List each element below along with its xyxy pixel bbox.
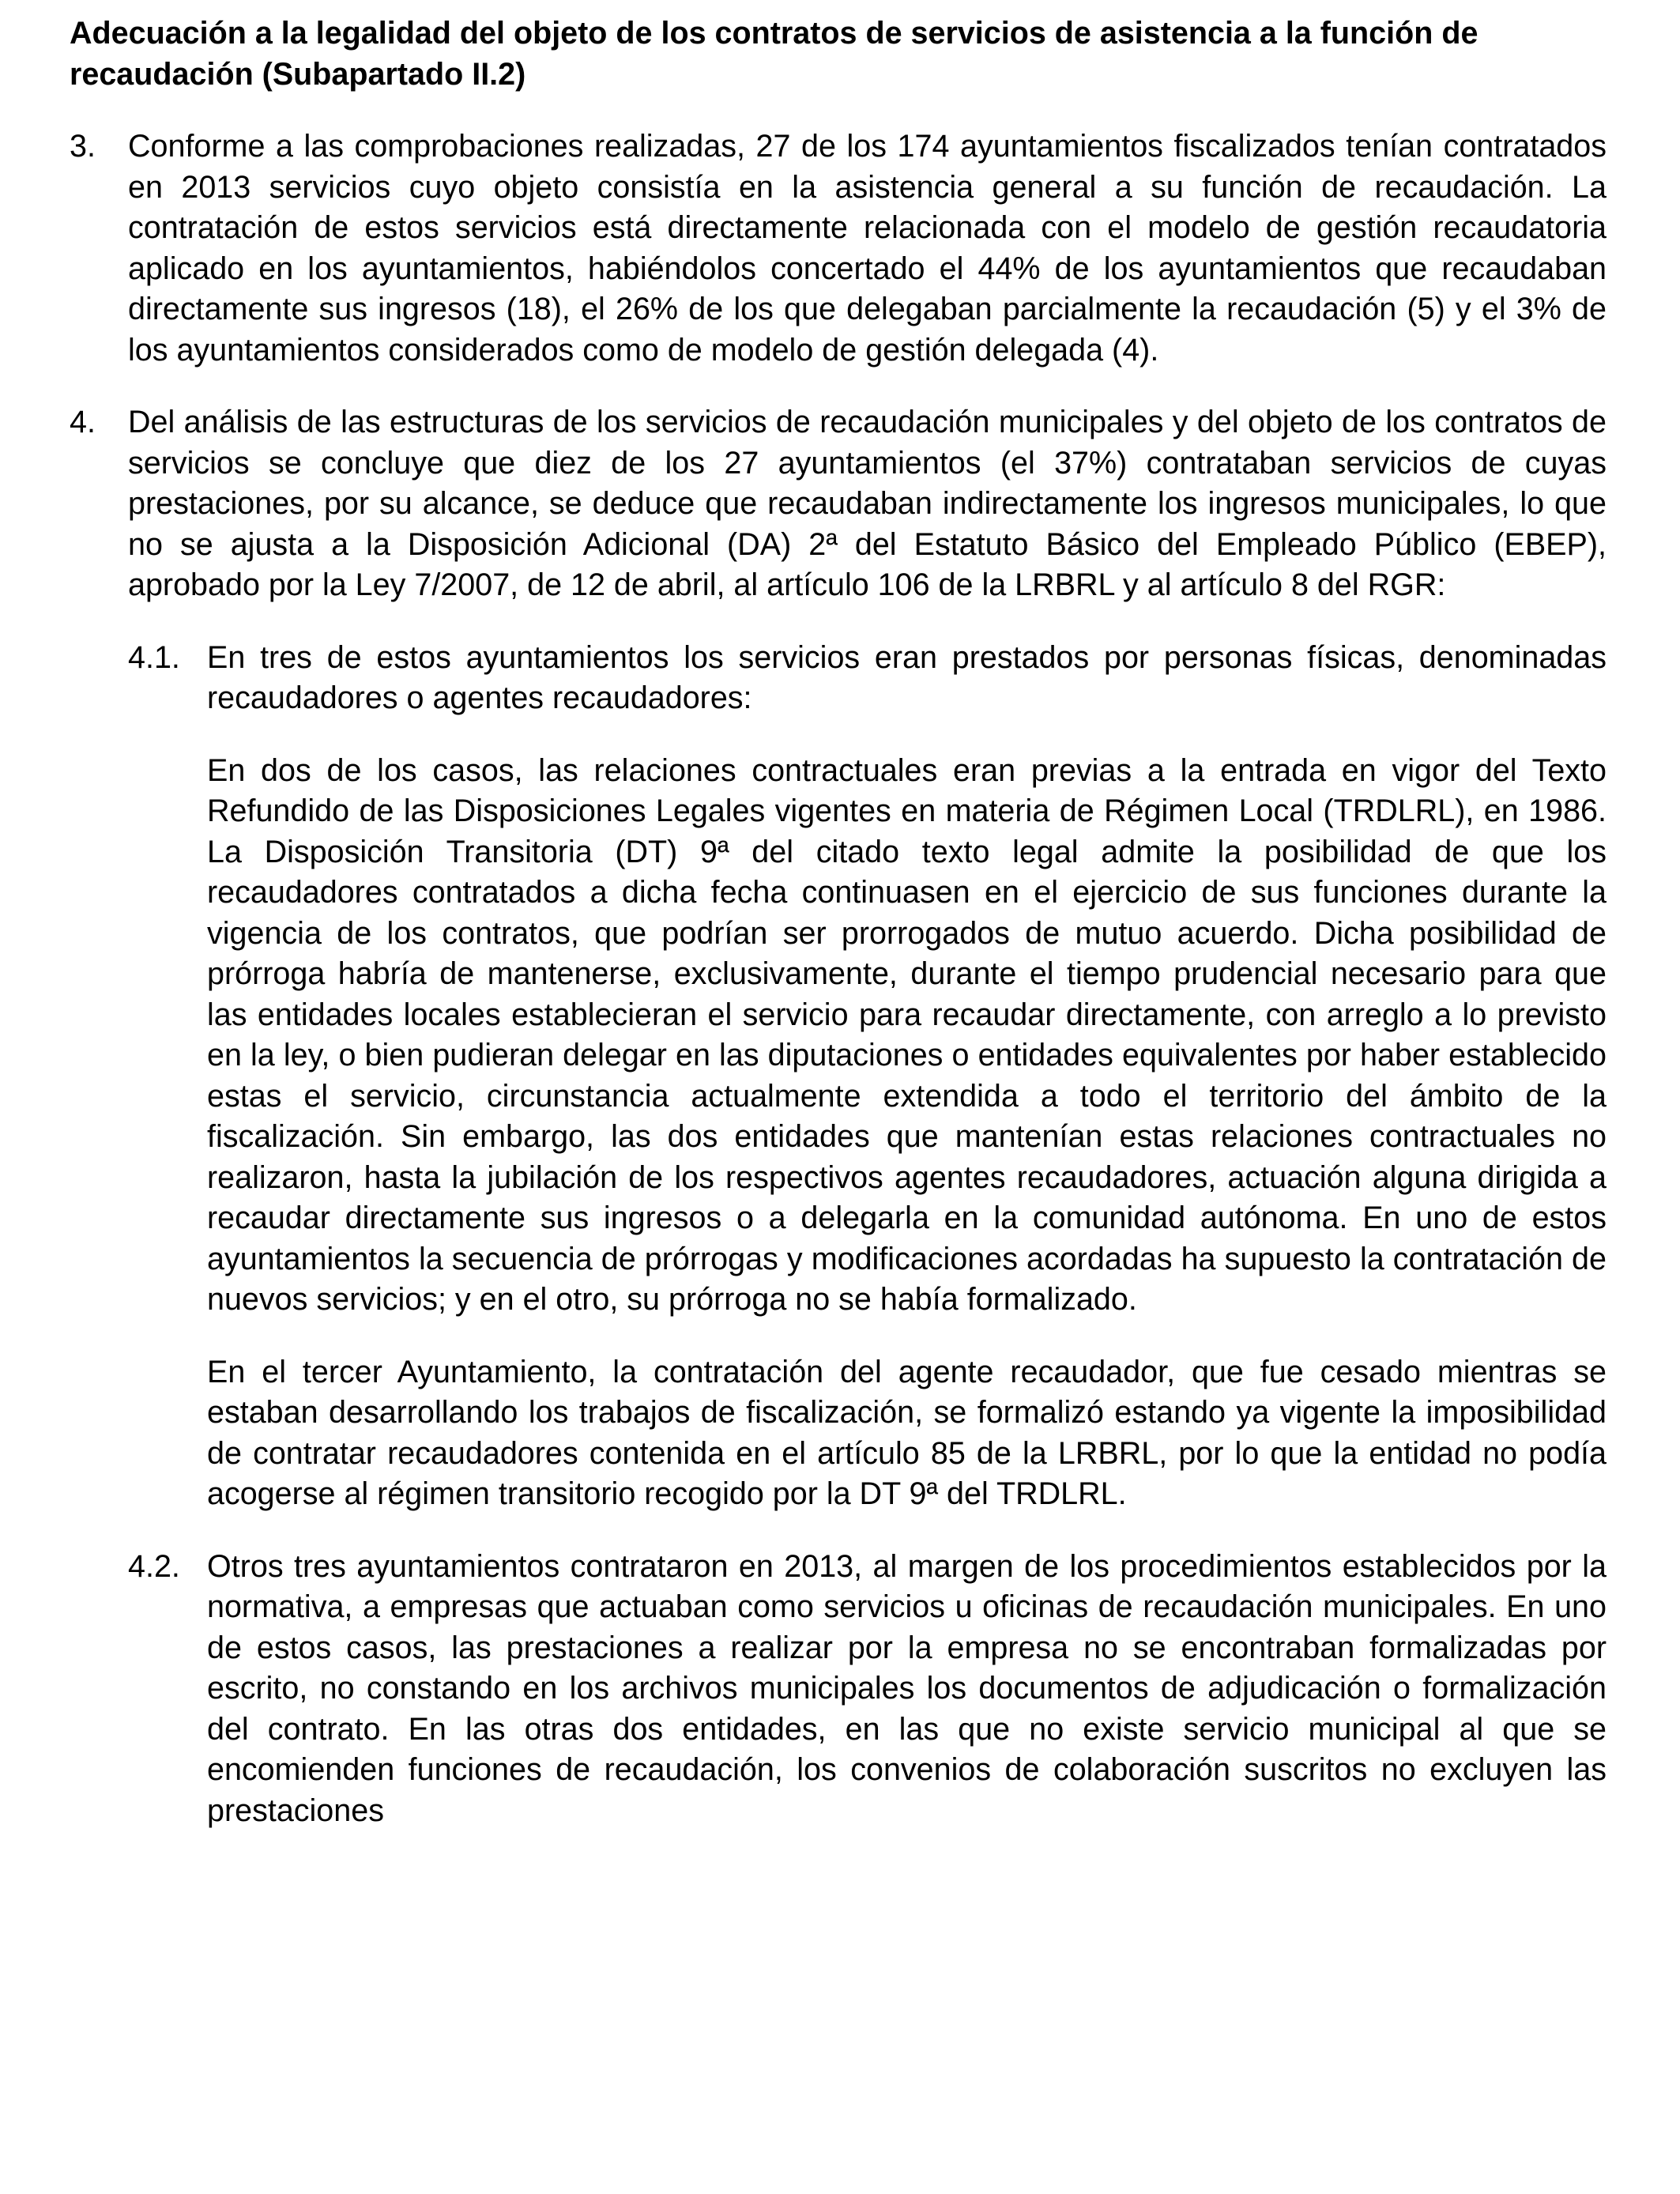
subitem-paragraph: En dos de los casos, las relaciones contractuales eran previas a la entrada en vigor del Texto Refundido de las Disposiciones Legales vigentes en materia de Régimen Local (TRDLRL), en 1986. La Disposición Transitoria (DT) 9ª del citado texto legal admite la posibilidad de que los recaudadores contratados a dicha fecha continuasen en el ejercicio de sus funciones durante la vigencia de los contratos, que podrían ser prorrogados de mutuo acuerdo. Dicha posibilidad de prórroga habría de mantenerse, exclusivamente, durante el tiempo prudencial necesario para que las entidades locales establecieran el servicio para recaudar directamente, con arreglo a lo previsto en la ley, o bien pudieran delegar en las diputaciones o entidades equivalentes por haber establecido estas el servicio, circunstancia actualmente extendida a todo el territorio del ámbito de la fiscalización. Sin embargo, las dos entidades que mantenían estas relaciones contractuales no realizaron, hasta la jubilación de los respectivos agentes recaudadores, actuación alguna dirigida a recaudar directamente sus ingresos o a delegarla en la comunidad autónoma. En uno de estos ayuntamientos la secuencia de prórrogas y modificaciones acordadas ha supuesto la contratación de nuevos servicios; y en el otro, su prórroga no se había formalizado. bbox=[207, 752, 1607, 1317]
item-number: 4. bbox=[70, 405, 96, 439]
subitem-paragraph: En el tercer Ayuntamiento, la contratación del agente recaudador, que fue cesado mientras se estaban desarrollando los trabajos de fiscalización, se formalizó estando ya vigente la imposibilidad de contratar recaudadores contenida en el artículo 85 de la LRBRL, por lo que la entidad no podía acogerse al régimen transitorio recogido por la DT 9ª del TRDLRL. bbox=[207, 1354, 1607, 1511]
subitem-paragraph: En tres de estos ayuntamientos los servicios eran prestados por personas físicas, denominadas recaudadores o agentes recaudadores: bbox=[207, 639, 1607, 715]
item-number: 3. bbox=[70, 129, 96, 164]
document-page bbox=[70, 0, 1607, 1831]
subitem-4-1 bbox=[128, 638, 1607, 1515]
item-paragraph: Del análisis de las estructuras de los servicios de recaudación municipales y del objeto de los contratos de servicios se concluye que diez de los 27 ayuntamientos (el 37%) contrataban servicios de cuyas prestaciones, por su alcance, se deduce que recaudaban indirectamente los ingresos municipales, lo que no se ajusta a la Disposición Adicional (DA) 2ª del Estatuto Básico del Empleado Público (EBEP), aprobado por la Ley 7/2007, de 12 de abril, al artículo 106 de la LRBRL y al artículo 8 del RGR: bbox=[128, 405, 1607, 602]
subitem-number: 4.1. bbox=[128, 639, 180, 675]
numbered-item-4 bbox=[70, 402, 1607, 606]
subitem-4-2 bbox=[128, 1547, 1607, 1832]
item-paragraph: Conforme a las comprobaciones realizadas, 27 de los 174 ayuntamientos fiscalizados tenían contratados en 2013 servicios cuyo objeto consistía en la asistencia general a su función de recaudación. La contratación de estos servicios está directamente relacionada con el modelo de gestión recaudatoria aplicado en los ayuntamientos, habiéndolos concertado el 44% de los ayuntamientos que recaudaban directamente sus ingresos (18), el 26% de los que delegaban parcialmente la recaudación (5) y el 3% de los ayuntamientos considerados como de modelo de gestión delegada (4). bbox=[128, 129, 1607, 368]
subitem-number: 4.2. bbox=[128, 1548, 180, 1584]
subitem-paragraph: Otros tres ayuntamientos contrataron en 2013, al margen de los procedimientos establecidos por la normativa, a empresas que actuaban como servicios u oficinas de recaudación municipales. En uno de estos casos, las prestaciones a realizar por la empresa no se encontraban formalizadas por escrito, no constando en los archivos municipales los documentos de adjudicación o formalización del contrato. En las otras dos entidades, en las que no existe servicio municipal al que se encomienden funciones de recaudación, los convenios de colaboración suscritos no excluyen las prestaciones bbox=[207, 1548, 1607, 1828]
numbered-item-3 bbox=[70, 126, 1607, 371]
section-heading: Adecuación a la legalidad del objeto de los contratos de servicios de asistencia a la función de recaudación (Subapartado II.2) bbox=[70, 16, 1478, 92]
